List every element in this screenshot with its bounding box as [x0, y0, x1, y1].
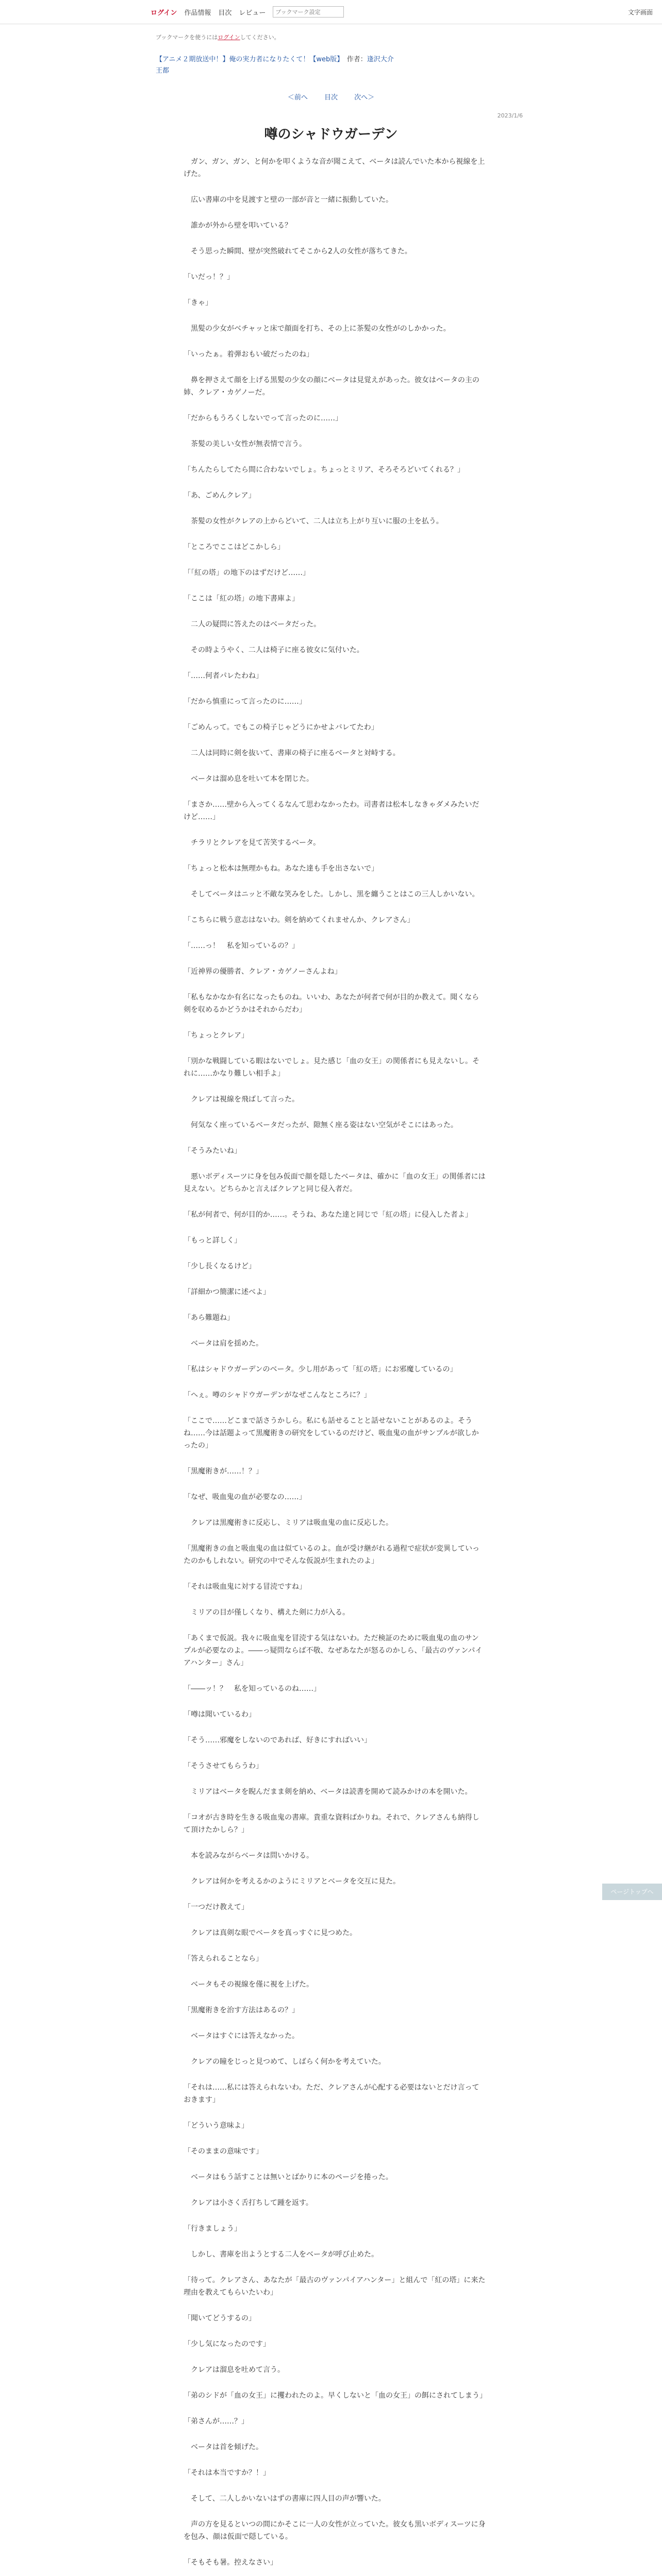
novel-paragraph: 「ここは「紅の塔」の地下書庫よ」	[184, 595, 299, 603]
novel-paragraph: クレアの瞳をじっと見つめて、しばらく何かを考えていた。	[184, 2058, 386, 2066]
novel-paragraph: 「いったぁ。着弾おもい破だったのね」	[184, 350, 313, 359]
novel-paragraph: 「黒魔術きを治す方法はあるの？」	[184, 2006, 299, 2014]
novel-paragraph: 黒髪の少女がベチャッと床で顔面を打ち、その上に茶髪の女性がのしかかった。	[184, 325, 451, 333]
novel-paragraph: 「待って。クレアさん、あなたが「最古のヴァンパイアハンター」と組んで「紅の塔」に来た理由を教えてもらいたいわ」	[184, 2276, 486, 2297]
novel-paragraph: 本を読みながらベータは問いかける。	[184, 1852, 313, 1860]
notice-text-before: ブックマークを使うには	[156, 34, 218, 41]
novel-paragraph: 「あら難題ね」	[184, 1314, 234, 1322]
novel-paragraph: クレアは黒魔術きに反応し、ミリアは吸血鬼の血に反応した。	[184, 1519, 393, 1527]
novel-paragraph: 「……っ！ 私を知っているの？」	[184, 942, 299, 950]
novel-paragraph: 「それは本当ですか？！」	[184, 2469, 270, 2477]
novel-paragraph: 「だからもうろくしないでって言ったのに……」	[184, 414, 342, 422]
episode-title: 噂のシャドウガーデン	[264, 127, 398, 142]
novel-paragraph: 「――ッ！？ 私を知っているのね……」	[184, 1685, 321, 1693]
nav-link-toc[interactable]: 目次	[218, 9, 232, 17]
novel-body	[184, 156, 486, 2576]
novel-paragraph: 「きゃ」	[184, 299, 212, 307]
top-navigation-bar	[0, 0, 662, 24]
novel-paragraph: 「そう……邪魔をしないのであれば、好きにすればいい」	[184, 1736, 371, 1744]
novel-paragraph: 「ちんたらしてたら間に合わないでしょ。ちょっとミリア、そろそろどいてくれる？」	[184, 466, 465, 474]
novel-paragraph: 「黒魔術きの血と吸血鬼の血は似ているのよ。血が受け継がれる過程で症状が変異していったのかもしれない。研究の中でそんな仮説が生まれたのよ」	[184, 1545, 479, 1565]
novel-paragraph: 声の方を見るといつの間にかそこに一人の女性が立っていた。彼女も黒いボディスーツに身を包み、顔は仮面で隠している。	[184, 2520, 486, 2541]
series-title-line	[156, 54, 394, 63]
novel-paragraph: 「なぜ、吸血鬼の血が必要なの……」	[184, 1493, 306, 1501]
novel-paragraph: 「そのままの意味です」	[184, 2147, 263, 2156]
nav-link-work-info[interactable]: 作品情報	[184, 9, 211, 17]
novel-paragraph: ミリアの目が僅しくなり、構えた剣に力が入る。	[184, 1608, 350, 1617]
novel-paragraph: クレアは真剣な眼でベータを真っすぐに見つめた。	[184, 1929, 357, 1937]
novel-paragraph: ベータもその視線を僅に視を上げた。	[184, 1980, 313, 1989]
novel-paragraph: ミリアはベータを睨んだまま剣を納め、ベータは読書を開めて読みかけの本を開いた。	[184, 1788, 472, 1796]
novel-paragraph: 「答えられることなら」	[184, 1955, 263, 1963]
novel-paragraph: 「ちょっと松本は無理かもね。あなた達も手を出さないで」	[184, 865, 378, 873]
novel-paragraph: 茶髪の美しい女性が無表情で言う。	[184, 440, 306, 448]
bookmark-notice	[156, 33, 280, 41]
novel-paragraph: 「弟のシドが「血の女王」に攫われたのよ。早くしないと「血の女王」の餌にされてしまう」	[184, 2392, 487, 2400]
novel-paragraph: 「ごめんって。でもこの椅子じゃどうにかせよバレてたわ」	[184, 723, 378, 732]
page-top-button[interactable]: ページトップへ	[602, 1884, 662, 1900]
novel-paragraph: 「私もなかなか有名になったものね。いいわ、あなたが何者で何が目的か教えて。聞くなら剣を収めるかどうかはそれからだわ」	[184, 993, 479, 1014]
novel-paragraph: クレアは視線を飛ばして言った。	[184, 1095, 299, 1104]
novel-paragraph: チラリとクレアを見て苦笑するベータ。	[184, 839, 321, 847]
novel-paragraph: そしてベータはニッと不敵な笑みをした。しかし、黒を纏うことはこの三人しかいない。	[184, 890, 479, 899]
novel-paragraph: クレアは小さく舌打ちして踵を返す。	[184, 2199, 313, 2207]
novel-paragraph: 「少し長くなるけど」	[184, 1262, 256, 1270]
novel-paragraph: 茶髪の女性がクレアの上からどいて、二人は立ち上がり互いに服の土を払う。	[184, 517, 443, 526]
novel-paragraph: ガン、ガン、ガン、と何かを叩くような音が聞こえて、ベータは読んでいた本から視線を上げた。	[184, 158, 485, 178]
novel-paragraph: ベータは溜め息を吐いて本を閉じた。	[184, 775, 313, 783]
novel-paragraph: 「「紅の塔」の地下のはずだけど……」	[184, 569, 310, 577]
novel-paragraph: 「……何者パレたわね」	[184, 672, 263, 680]
novel-paragraph: 「コオが古き時を生きる吸血鬼の書庫。貴重な資料ばかりね。それで、クレアさんも納得して頂けたかしら？」	[184, 1814, 479, 1834]
novel-paragraph: 「ちょっとクレア」	[184, 1031, 249, 1040]
toc-link[interactable]: 目次	[324, 94, 338, 101]
novel-paragraph: ベータは首を傾げた。	[184, 2443, 263, 2451]
novel-paragraph: 二人は同時に剣を抜いて、書庫の椅子に座るベータと対峙する。	[184, 749, 400, 757]
novel-paragraph: 「そうみたいね」	[184, 1147, 241, 1155]
prev-episode-link[interactable]: ＜前へ	[287, 94, 308, 101]
novel-paragraph: 「それは吸血鬼に対する冒涜ですね」	[184, 1583, 306, 1591]
novel-paragraph: ベータはすぐには答えなかった。	[184, 2032, 299, 2040]
novel-paragraph: その時ようやく、二人は椅子に座る彼女に気付いた。	[184, 646, 364, 654]
novel-paragraph: 「ところでここはどこかしら」	[184, 543, 285, 551]
novel-paragraph: 「まさか……壁から入ってくるなんて思わなかったわ。司書者は松本しなきゃダメみたいだけど……」	[184, 801, 479, 821]
chapter-link[interactable]: 王都	[156, 67, 170, 75]
novel-paragraph: 二人の疑問に答えたのはベータだった。	[184, 620, 321, 629]
novel-paragraph: そう思った瞬間、壁が突然破れてそこから2人の女性が落ちてきた。	[184, 247, 412, 256]
novel-paragraph: 「詳細かつ簡潔に述べよ」	[184, 1288, 270, 1296]
novel-paragraph: クレアは溜息を吐めて言う。	[184, 2366, 285, 2374]
novel-paragraph: そして、二人しかいないはずの書庫に四人目の声が響いた。	[184, 2495, 386, 2503]
publish-date: 2023/1/6	[497, 112, 523, 119]
novel-paragraph: 「あくまで仮説。我々に吸血鬼を冒涜する気はないわ。ただ検証のために吸血鬼の血のサンプルが必要なのよ。――っ疑問ならば不敬、なぜあなたが怒るのかしら、「最古のヴァンパイアハンター」さん」	[184, 1634, 483, 1667]
novel-paragraph: 「私はシャドウガーデンのベータ。少し用があって「紅の塔」にお邪魔しているの」	[184, 1365, 457, 1374]
novel-paragraph: 何気なく座っているベータだったが、隙無く座る姿はない空気がそこにはあった。	[184, 1121, 458, 1129]
episode-pager	[0, 92, 662, 101]
novel-paragraph: ベータはもう話すことは無いとばかりに本のページを捲った。	[184, 2173, 393, 2181]
novel-paragraph: 「そもそも暑。控えなさい」	[184, 2558, 277, 2567]
novel-paragraph: 「黒魔術きが……！？」	[184, 1467, 263, 1476]
display-settings-link[interactable]: 文字画面	[627, 8, 653, 16]
novel-paragraph: 広い書庫の中を見渡すと壁の一部が音と一緒に振動していた。	[184, 196, 393, 204]
novel-paragraph: 「聞いてどうするの」	[184, 2314, 256, 2323]
novel-paragraph: 「少し気になったのです」	[184, 2340, 270, 2348]
novel-paragraph: 誰かが外から壁を叩いている？	[184, 222, 292, 230]
novel-paragraph: 「一つだけ教えて」	[184, 1903, 249, 1911]
novel-paragraph: 「近神界の優勝者、クレア・カゲノーさんよね」	[184, 968, 342, 976]
novel-paragraph: 「いだっ！？」	[184, 273, 234, 281]
login-link[interactable]: ログイン	[151, 9, 177, 17]
bookmark-input[interactable]	[273, 6, 344, 18]
novel-paragraph: 「弟さんが……？」	[184, 2417, 249, 2426]
author-label: 作者：	[340, 56, 367, 63]
novel-paragraph: 「私が何者で、何が目的か……。そうね、あなた達と同じで「紅の塔」に侵入した者よ」	[184, 1211, 472, 1219]
notice-login-link[interactable]: ログイン	[218, 34, 240, 41]
novel-paragraph: 「どういう意味よ」	[184, 2122, 249, 2130]
novel-paragraph: 「そうさせてもらうわ」	[184, 1762, 263, 1770]
novel-paragraph: しかし、書庫を出ようとする二人をベータが呼び止めた。	[184, 2250, 378, 2259]
novel-paragraph: 「行きましょう」	[184, 2225, 241, 2233]
novel-paragraph: 「こちらに戦う意志はないわ。剣を納めてくれませんか、クレアさん」	[184, 916, 415, 924]
series-title-link[interactable]: 【アニメ２期放送中！】俺の実力者になりたくて！【web版】	[156, 56, 340, 63]
novel-paragraph: 「へぇ。噂のシャドウガーデンがなぜこんなところに？」	[184, 1391, 371, 1399]
novel-paragraph: 「あ、ごめんクレア」	[184, 492, 256, 500]
novel-paragraph: 「ここで……どこまで話さうかしら。私にも話せることと話せないことがあるのよ。そうね……今は話題よって黒魔術きの研究をしているのだけど、吸血鬼の血がサンプルが欲しかったの」	[184, 1417, 479, 1450]
novel-paragraph: クレアは何かを考えるかのようにミリアとベータを交互に見た。	[184, 1877, 400, 1886]
author-link[interactable]: 逢沢大介	[367, 56, 394, 63]
novel-paragraph: 悪いボディスーツに身を包み仮面で顔を隠したベータは、確かに「血の女王」の関係者には見えない。どちらかと言えばクレアと同じ侵入者だ。	[184, 1173, 486, 1193]
next-episode-link[interactable]: 次へ＞	[354, 94, 375, 101]
novel-paragraph: 「噂は聞いているわ」	[184, 1710, 256, 1719]
novel-paragraph: 「別かな戦闘している暇はないでしょ。見た感じ「血の女王」の関係者にも見えないし。それに……かなり難しい相手よ」	[184, 1057, 479, 1078]
novel-paragraph: ベータは肩を揺めた。	[184, 1340, 263, 1348]
notice-text-after: してください。	[240, 34, 280, 41]
novel-paragraph: 鼻を押さえて顔を上げる黒髪の少女の顔にベータは見覚えがあった。彼女はベータの主の姉、クレア・カゲノーだ。	[184, 376, 479, 397]
novel-paragraph: 「だから慎重にって言ったのに……」	[184, 698, 306, 706]
nav-link-review[interactable]: レビュー	[239, 9, 266, 17]
novel-paragraph: 「もっと詳しく」	[184, 1236, 241, 1245]
novel-paragraph: 「それは……私には答えられないわ。ただ、クレアさんが心配する必要はないとだけ言っておきます」	[184, 2083, 479, 2104]
